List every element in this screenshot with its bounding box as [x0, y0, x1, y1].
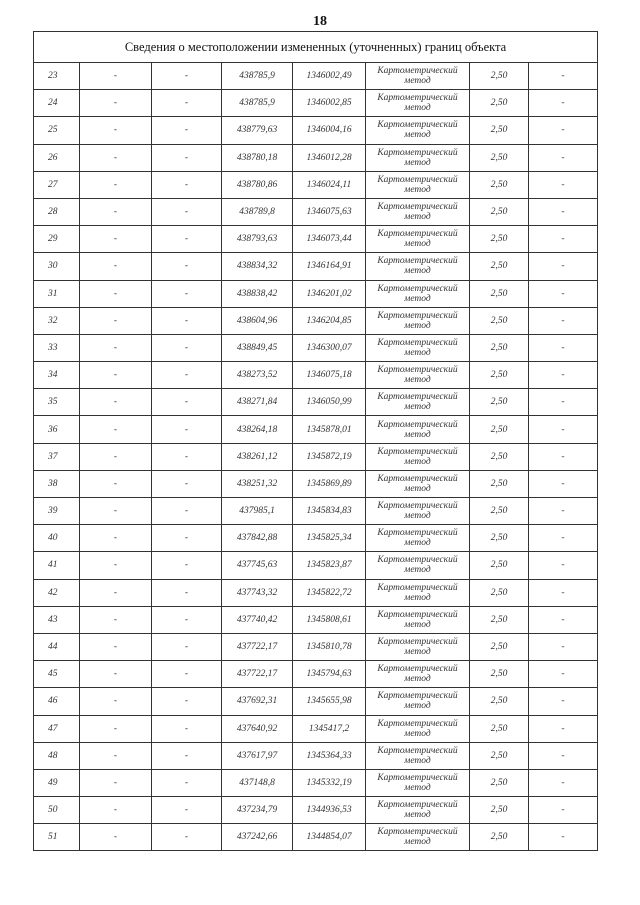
old-x-cell: -: [80, 63, 152, 90]
old-x-cell: -: [80, 769, 152, 796]
old-x-cell: -: [80, 797, 152, 824]
method-cell: Картометрический метод: [366, 253, 470, 280]
y-coordinate-cell: 1345332,19: [293, 769, 366, 796]
x-coordinate-cell: 437617,97: [222, 742, 293, 769]
old-y-cell: -: [152, 117, 222, 144]
old-x-cell: -: [80, 715, 152, 742]
table-row: [34, 470, 598, 497]
note-cell: -: [529, 90, 598, 117]
method-cell: Картометрический метод: [366, 498, 470, 525]
table-row: [34, 171, 598, 198]
note-cell: -: [529, 661, 598, 688]
old-y-cell: -: [152, 416, 222, 443]
old-x-cell: -: [80, 606, 152, 633]
point-number-cell: 32: [34, 307, 80, 334]
x-coordinate-cell: 438271,84: [222, 389, 293, 416]
table-row: [34, 307, 598, 334]
method-cell: Картометрический метод: [366, 63, 470, 90]
note-cell: -: [529, 280, 598, 307]
method-cell: Картометрический метод: [366, 90, 470, 117]
table-header-row: [34, 32, 598, 63]
old-x-cell: -: [80, 661, 152, 688]
y-coordinate-cell: 1346002,49: [293, 63, 366, 90]
note-cell: -: [529, 117, 598, 144]
method-cell: Картометрический метод: [366, 117, 470, 144]
table-row: [34, 579, 598, 606]
table-row: [34, 362, 598, 389]
accuracy-cell: 2,50: [470, 90, 529, 117]
y-coordinate-cell: 1346300,07: [293, 334, 366, 361]
old-x-cell: -: [80, 117, 152, 144]
point-number-cell: 47: [34, 715, 80, 742]
point-number-cell: 41: [34, 552, 80, 579]
point-number-cell: 25: [34, 117, 80, 144]
old-x-cell: -: [80, 416, 152, 443]
table-row: [34, 606, 598, 633]
accuracy-cell: 2,50: [470, 389, 529, 416]
x-coordinate-cell: 437743,32: [222, 579, 293, 606]
x-coordinate-cell: 437234,79: [222, 797, 293, 824]
point-number-cell: 28: [34, 198, 80, 225]
method-cell: Картометрический метод: [366, 797, 470, 824]
old-y-cell: -: [152, 579, 222, 606]
page-number: 18: [313, 14, 327, 29]
table-row: [34, 117, 598, 144]
accuracy-cell: 2,50: [470, 253, 529, 280]
point-number-cell: 38: [34, 470, 80, 497]
note-cell: -: [529, 633, 598, 660]
method-cell: Картометрический метод: [366, 742, 470, 769]
x-coordinate-cell: 437722,17: [222, 661, 293, 688]
method-cell: Картометрический метод: [366, 579, 470, 606]
method-cell: Картометрический метод: [366, 144, 470, 171]
table-row: [34, 90, 598, 117]
accuracy-cell: 2,50: [470, 633, 529, 660]
note-cell: -: [529, 525, 598, 552]
accuracy-cell: 2,50: [470, 334, 529, 361]
y-coordinate-cell: 1346050,99: [293, 389, 366, 416]
x-coordinate-cell: 438251,32: [222, 470, 293, 497]
y-coordinate-cell: 1345872,19: [293, 443, 366, 470]
method-cell: Картометрический метод: [366, 688, 470, 715]
accuracy-cell: 2,50: [470, 552, 529, 579]
point-number-cell: 40: [34, 525, 80, 552]
accuracy-cell: 2,50: [470, 498, 529, 525]
accuracy-cell: 2,50: [470, 416, 529, 443]
old-y-cell: -: [152, 253, 222, 280]
old-x-cell: -: [80, 144, 152, 171]
old-y-cell: -: [152, 198, 222, 225]
x-coordinate-cell: 437722,17: [222, 633, 293, 660]
note-cell: -: [529, 389, 598, 416]
accuracy-cell: 2,50: [470, 226, 529, 253]
method-cell: Картометрический метод: [366, 633, 470, 660]
old-y-cell: -: [152, 362, 222, 389]
accuracy-cell: 2,50: [470, 470, 529, 497]
y-coordinate-cell: 1346204,85: [293, 307, 366, 334]
old-y-cell: -: [152, 769, 222, 796]
table-row: [34, 63, 598, 90]
accuracy-cell: 2,50: [470, 117, 529, 144]
table-row: [34, 280, 598, 307]
y-coordinate-cell: 1346201,02: [293, 280, 366, 307]
old-x-cell: -: [80, 362, 152, 389]
old-y-cell: -: [152, 797, 222, 824]
old-y-cell: -: [152, 307, 222, 334]
old-x-cell: -: [80, 525, 152, 552]
old-y-cell: -: [152, 742, 222, 769]
accuracy-cell: 2,50: [470, 525, 529, 552]
note-cell: -: [529, 171, 598, 198]
point-number-cell: 42: [34, 579, 80, 606]
method-cell: Картометрический метод: [366, 661, 470, 688]
x-coordinate-cell: 438604,96: [222, 307, 293, 334]
old-x-cell: -: [80, 824, 152, 851]
table-row: [34, 334, 598, 361]
point-number-cell: 50: [34, 797, 80, 824]
x-coordinate-cell: 437842,88: [222, 525, 293, 552]
method-cell: Картометрический метод: [366, 362, 470, 389]
old-x-cell: -: [80, 742, 152, 769]
note-cell: -: [529, 688, 598, 715]
old-y-cell: -: [152, 470, 222, 497]
note-cell: -: [529, 606, 598, 633]
note-cell: -: [529, 198, 598, 225]
x-coordinate-cell: 437148,8: [222, 769, 293, 796]
x-coordinate-cell: 438261,12: [222, 443, 293, 470]
table-row: [34, 661, 598, 688]
boundary-table-container: [33, 31, 597, 851]
x-coordinate-cell: 438780,18: [222, 144, 293, 171]
accuracy-cell: 2,50: [470, 579, 529, 606]
accuracy-cell: 2,50: [470, 280, 529, 307]
y-coordinate-cell: 1346073,44: [293, 226, 366, 253]
accuracy-cell: 2,50: [470, 443, 529, 470]
point-number-cell: 24: [34, 90, 80, 117]
x-coordinate-cell: 438838,42: [222, 280, 293, 307]
note-cell: -: [529, 824, 598, 851]
accuracy-cell: 2,50: [470, 688, 529, 715]
method-cell: Картометрический метод: [366, 307, 470, 334]
old-y-cell: -: [152, 824, 222, 851]
y-coordinate-cell: 1345822,72: [293, 579, 366, 606]
method-cell: Картометрический метод: [366, 198, 470, 225]
accuracy-cell: 2,50: [470, 606, 529, 633]
table-row: [34, 389, 598, 416]
old-y-cell: -: [152, 90, 222, 117]
method-cell: Картометрический метод: [366, 226, 470, 253]
old-y-cell: -: [152, 171, 222, 198]
note-cell: -: [529, 443, 598, 470]
method-cell: Картометрический метод: [366, 334, 470, 361]
x-coordinate-cell: 437985,1: [222, 498, 293, 525]
accuracy-cell: 2,50: [470, 715, 529, 742]
point-number-cell: 34: [34, 362, 80, 389]
y-coordinate-cell: 1345869,89: [293, 470, 366, 497]
y-coordinate-cell: 1345364,33: [293, 742, 366, 769]
point-number-cell: 29: [34, 226, 80, 253]
x-coordinate-cell: 438849,45: [222, 334, 293, 361]
x-coordinate-cell: 437242,66: [222, 824, 293, 851]
table-row: [34, 633, 598, 660]
y-coordinate-cell: 1345823,87: [293, 552, 366, 579]
note-cell: -: [529, 470, 598, 497]
x-coordinate-cell: 437740,42: [222, 606, 293, 633]
point-number-cell: 36: [34, 416, 80, 443]
point-number-cell: 35: [34, 389, 80, 416]
accuracy-cell: 2,50: [470, 198, 529, 225]
note-cell: -: [529, 715, 598, 742]
old-y-cell: -: [152, 715, 222, 742]
x-coordinate-cell: 438834,32: [222, 253, 293, 280]
note-cell: -: [529, 307, 598, 334]
x-coordinate-cell: 438785,9: [222, 90, 293, 117]
method-cell: Картометрический метод: [366, 470, 470, 497]
table-row: [34, 226, 598, 253]
method-cell: Картометрический метод: [366, 280, 470, 307]
point-number-cell: 31: [34, 280, 80, 307]
y-coordinate-cell: 1345808,61: [293, 606, 366, 633]
y-coordinate-cell: 1345834,83: [293, 498, 366, 525]
old-x-cell: -: [80, 498, 152, 525]
y-coordinate-cell: 1345794,63: [293, 661, 366, 688]
note-cell: -: [529, 63, 598, 90]
point-number-cell: 33: [34, 334, 80, 361]
old-y-cell: -: [152, 334, 222, 361]
method-cell: Картометрический метод: [366, 715, 470, 742]
section-title: Сведения о местоположении измененных (уточненных) границ объекта: [34, 32, 598, 63]
old-x-cell: -: [80, 552, 152, 579]
method-cell: Картометрический метод: [366, 552, 470, 579]
old-x-cell: -: [80, 198, 152, 225]
old-x-cell: -: [80, 90, 152, 117]
point-number-cell: 49: [34, 769, 80, 796]
table-row: [34, 742, 598, 769]
accuracy-cell: 2,50: [470, 63, 529, 90]
accuracy-cell: 2,50: [470, 742, 529, 769]
point-number-cell: 51: [34, 824, 80, 851]
old-x-cell: -: [80, 633, 152, 660]
point-number-cell: 23: [34, 63, 80, 90]
y-coordinate-cell: 1346075,63: [293, 198, 366, 225]
x-coordinate-cell: 438779,63: [222, 117, 293, 144]
y-coordinate-cell: 1345417,2: [293, 715, 366, 742]
x-coordinate-cell: 438780,86: [222, 171, 293, 198]
note-cell: -: [529, 226, 598, 253]
accuracy-cell: 2,50: [470, 769, 529, 796]
old-x-cell: -: [80, 443, 152, 470]
table-row: [34, 198, 598, 225]
table-row: [34, 688, 598, 715]
table-row: [34, 498, 598, 525]
point-number-cell: 26: [34, 144, 80, 171]
old-y-cell: -: [152, 226, 222, 253]
table-row: [34, 715, 598, 742]
method-cell: Картометрический метод: [366, 171, 470, 198]
old-y-cell: -: [152, 144, 222, 171]
method-cell: Картометрический метод: [366, 443, 470, 470]
x-coordinate-cell: 437692,31: [222, 688, 293, 715]
x-coordinate-cell: 437745,63: [222, 552, 293, 579]
table-row: [34, 552, 598, 579]
point-number-cell: 37: [34, 443, 80, 470]
accuracy-cell: 2,50: [470, 661, 529, 688]
note-cell: -: [529, 416, 598, 443]
table-row: [34, 144, 598, 171]
x-coordinate-cell: 437640,92: [222, 715, 293, 742]
accuracy-cell: 2,50: [470, 307, 529, 334]
y-coordinate-cell: 1346075,18: [293, 362, 366, 389]
accuracy-cell: 2,50: [470, 144, 529, 171]
y-coordinate-cell: 1346164,91: [293, 253, 366, 280]
old-y-cell: -: [152, 633, 222, 660]
x-coordinate-cell: 438273,52: [222, 362, 293, 389]
old-x-cell: -: [80, 470, 152, 497]
x-coordinate-cell: 438785,9: [222, 63, 293, 90]
point-number-cell: 44: [34, 633, 80, 660]
method-cell: Картометрический метод: [366, 769, 470, 796]
method-cell: Картометрический метод: [366, 525, 470, 552]
y-coordinate-cell: 1344854,07: [293, 824, 366, 851]
old-y-cell: -: [152, 688, 222, 715]
y-coordinate-cell: 1345810,78: [293, 633, 366, 660]
note-cell: -: [529, 797, 598, 824]
accuracy-cell: 2,50: [470, 797, 529, 824]
note-cell: -: [529, 334, 598, 361]
table-row: [34, 769, 598, 796]
table-row: [34, 797, 598, 824]
y-coordinate-cell: 1346004,16: [293, 117, 366, 144]
y-coordinate-cell: 1346002,85: [293, 90, 366, 117]
old-y-cell: -: [152, 498, 222, 525]
boundary-coordinates-table: [33, 31, 598, 851]
old-y-cell: -: [152, 552, 222, 579]
old-x-cell: -: [80, 171, 152, 198]
method-cell: Картометрический метод: [366, 824, 470, 851]
old-x-cell: -: [80, 334, 152, 361]
old-y-cell: -: [152, 525, 222, 552]
point-number-cell: 30: [34, 253, 80, 280]
y-coordinate-cell: 1345878,01: [293, 416, 366, 443]
y-coordinate-cell: 1345825,34: [293, 525, 366, 552]
table-row: [34, 253, 598, 280]
note-cell: -: [529, 362, 598, 389]
table-row: [34, 416, 598, 443]
old-y-cell: -: [152, 63, 222, 90]
old-x-cell: -: [80, 280, 152, 307]
accuracy-cell: 2,50: [470, 824, 529, 851]
old-y-cell: -: [152, 443, 222, 470]
method-cell: Картометрический метод: [366, 389, 470, 416]
note-cell: -: [529, 769, 598, 796]
point-number-cell: 46: [34, 688, 80, 715]
note-cell: -: [529, 742, 598, 769]
old-x-cell: -: [80, 253, 152, 280]
note-cell: -: [529, 253, 598, 280]
old-x-cell: -: [80, 688, 152, 715]
note-cell: -: [529, 144, 598, 171]
y-coordinate-cell: 1346024,11: [293, 171, 366, 198]
table-row: [34, 824, 598, 851]
x-coordinate-cell: 438264,18: [222, 416, 293, 443]
old-y-cell: -: [152, 606, 222, 633]
point-number-cell: 39: [34, 498, 80, 525]
point-number-cell: 48: [34, 742, 80, 769]
y-coordinate-cell: 1346012,28: [293, 144, 366, 171]
y-coordinate-cell: 1345655,98: [293, 688, 366, 715]
note-cell: -: [529, 552, 598, 579]
table-body: [34, 63, 598, 851]
method-cell: Картометрический метод: [366, 606, 470, 633]
point-number-cell: 43: [34, 606, 80, 633]
table-row: [34, 525, 598, 552]
old-x-cell: -: [80, 389, 152, 416]
old-x-cell: -: [80, 307, 152, 334]
old-y-cell: -: [152, 280, 222, 307]
old-y-cell: -: [152, 389, 222, 416]
table-row: [34, 443, 598, 470]
x-coordinate-cell: 438793,63: [222, 226, 293, 253]
point-number-cell: 27: [34, 171, 80, 198]
old-y-cell: -: [152, 661, 222, 688]
point-number-cell: 45: [34, 661, 80, 688]
accuracy-cell: 2,50: [470, 171, 529, 198]
old-x-cell: -: [80, 226, 152, 253]
y-coordinate-cell: 1344936,53: [293, 797, 366, 824]
x-coordinate-cell: 438789,8: [222, 198, 293, 225]
accuracy-cell: 2,50: [470, 362, 529, 389]
note-cell: -: [529, 498, 598, 525]
note-cell: -: [529, 579, 598, 606]
method-cell: Картометрический метод: [366, 416, 470, 443]
old-x-cell: -: [80, 579, 152, 606]
